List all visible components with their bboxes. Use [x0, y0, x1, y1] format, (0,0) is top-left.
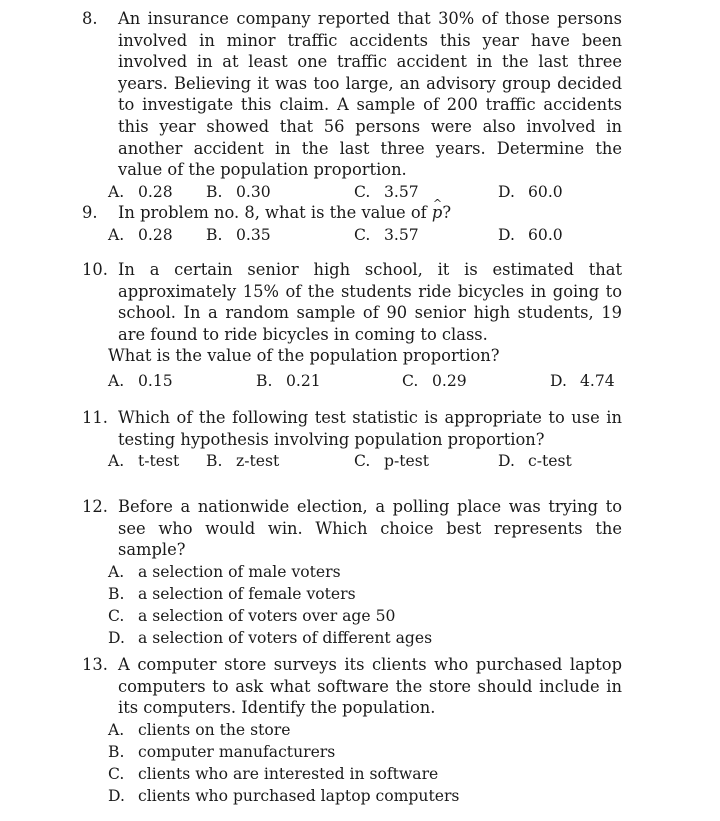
option-a[interactable]: A. clients on the store	[108, 720, 291, 739]
question-13	[82, 654, 622, 807]
option-c[interactable]: C. p-test	[354, 452, 430, 471]
question-stem	[82, 654, 622, 719]
p-hat-symbol: p ^	[432, 202, 442, 224]
option-a[interactable]: A. t-test	[108, 452, 180, 471]
question-stem	[82, 496, 622, 561]
option-b[interactable]: B. computer manufacturers	[108, 742, 336, 761]
question-stem	[82, 407, 622, 450]
question-10	[82, 259, 622, 393]
question-text: Before a nationwide election, a polling place was trying to see who would win. Which choice best represents the sample?	[118, 497, 622, 560]
question-9	[82, 202, 622, 247]
question-8	[82, 8, 622, 204]
option-d[interactable]: D. 60.0	[498, 182, 563, 201]
question-number: 9.	[82, 203, 98, 222]
question-stem: 9. In problem no. 8, what is the value of p ^?	[82, 202, 622, 224]
options-list	[82, 719, 622, 807]
question-number: 8.	[82, 9, 98, 28]
options-row	[82, 450, 622, 473]
question-text: In problem no. 8, what is the value of	[118, 203, 432, 222]
option-c[interactable]: C. 0.29	[402, 371, 467, 390]
option-b[interactable]: B. z-test	[206, 452, 280, 471]
question-text: Which of the following test statistic is appropriate to use in testing hypothesis involving population proportion?	[118, 408, 622, 449]
option-b[interactable]: B. 0.30	[206, 182, 271, 201]
option-c[interactable]: C. 3.57	[354, 182, 419, 201]
question-number: 10.	[82, 260, 108, 279]
option-a[interactable]: A. 0.28	[108, 225, 173, 244]
option-b[interactable]: B. a selection of female voters	[108, 584, 356, 603]
option-d[interactable]: D. 4.74	[550, 371, 615, 390]
option-d[interactable]: D. clients who purchased laptop computers	[108, 786, 460, 805]
question-11	[82, 407, 622, 473]
question-stem	[82, 259, 622, 345]
option-a[interactable]: A. a selection of male voters	[108, 562, 341, 581]
question-number: 12.	[82, 497, 108, 516]
options-row	[82, 181, 622, 204]
question-stem	[82, 8, 622, 181]
option-a[interactable]: A. 0.28	[108, 182, 173, 201]
options-row	[82, 224, 622, 247]
option-d[interactable]: D. 60.0	[498, 225, 563, 244]
options-list	[82, 561, 622, 649]
question-text: A computer store surveys its clients who purchased laptop computers to ask what software the store should include in its computers. Identify the population.	[118, 655, 622, 718]
option-c[interactable]: C. 3.57	[354, 225, 419, 244]
option-d[interactable]: D. c-test	[498, 452, 572, 471]
option-c[interactable]: C. clients who are interested in software	[108, 764, 439, 783]
options-row	[82, 370, 622, 393]
question-text: An insurance company reported that 30% of those persons involved in minor traffic accidents this year have been involved in at least one traffic accident in the last three years. Believing it was too large, an advisory group decided to investigate this claim. A sample of 200 traffic accidents this year showed that 56 persons were also involved in another accident in the last three years. Determine the value of the population proportion.	[118, 9, 622, 180]
option-b[interactable]: B. 0.21	[256, 371, 321, 390]
sub-question: What is the value of the population proportion?	[108, 346, 500, 366]
option-d[interactable]: D. a selection of voters of different ages	[108, 628, 433, 647]
question-12	[82, 496, 622, 649]
question-number: 13.	[82, 655, 108, 674]
option-c[interactable]: C. a selection of voters over age 50	[108, 606, 396, 625]
option-b[interactable]: B. 0.35	[206, 225, 271, 244]
option-a[interactable]: A. 0.15	[108, 371, 173, 390]
question-number: 11.	[82, 408, 108, 427]
question-text: In a certain senior high school, it is estimated that approximately 15% of the students ride bicycles in going to school. In a random sample of 90 senior high students, 19 are found to ride bicycles in coming to class.	[118, 260, 622, 344]
